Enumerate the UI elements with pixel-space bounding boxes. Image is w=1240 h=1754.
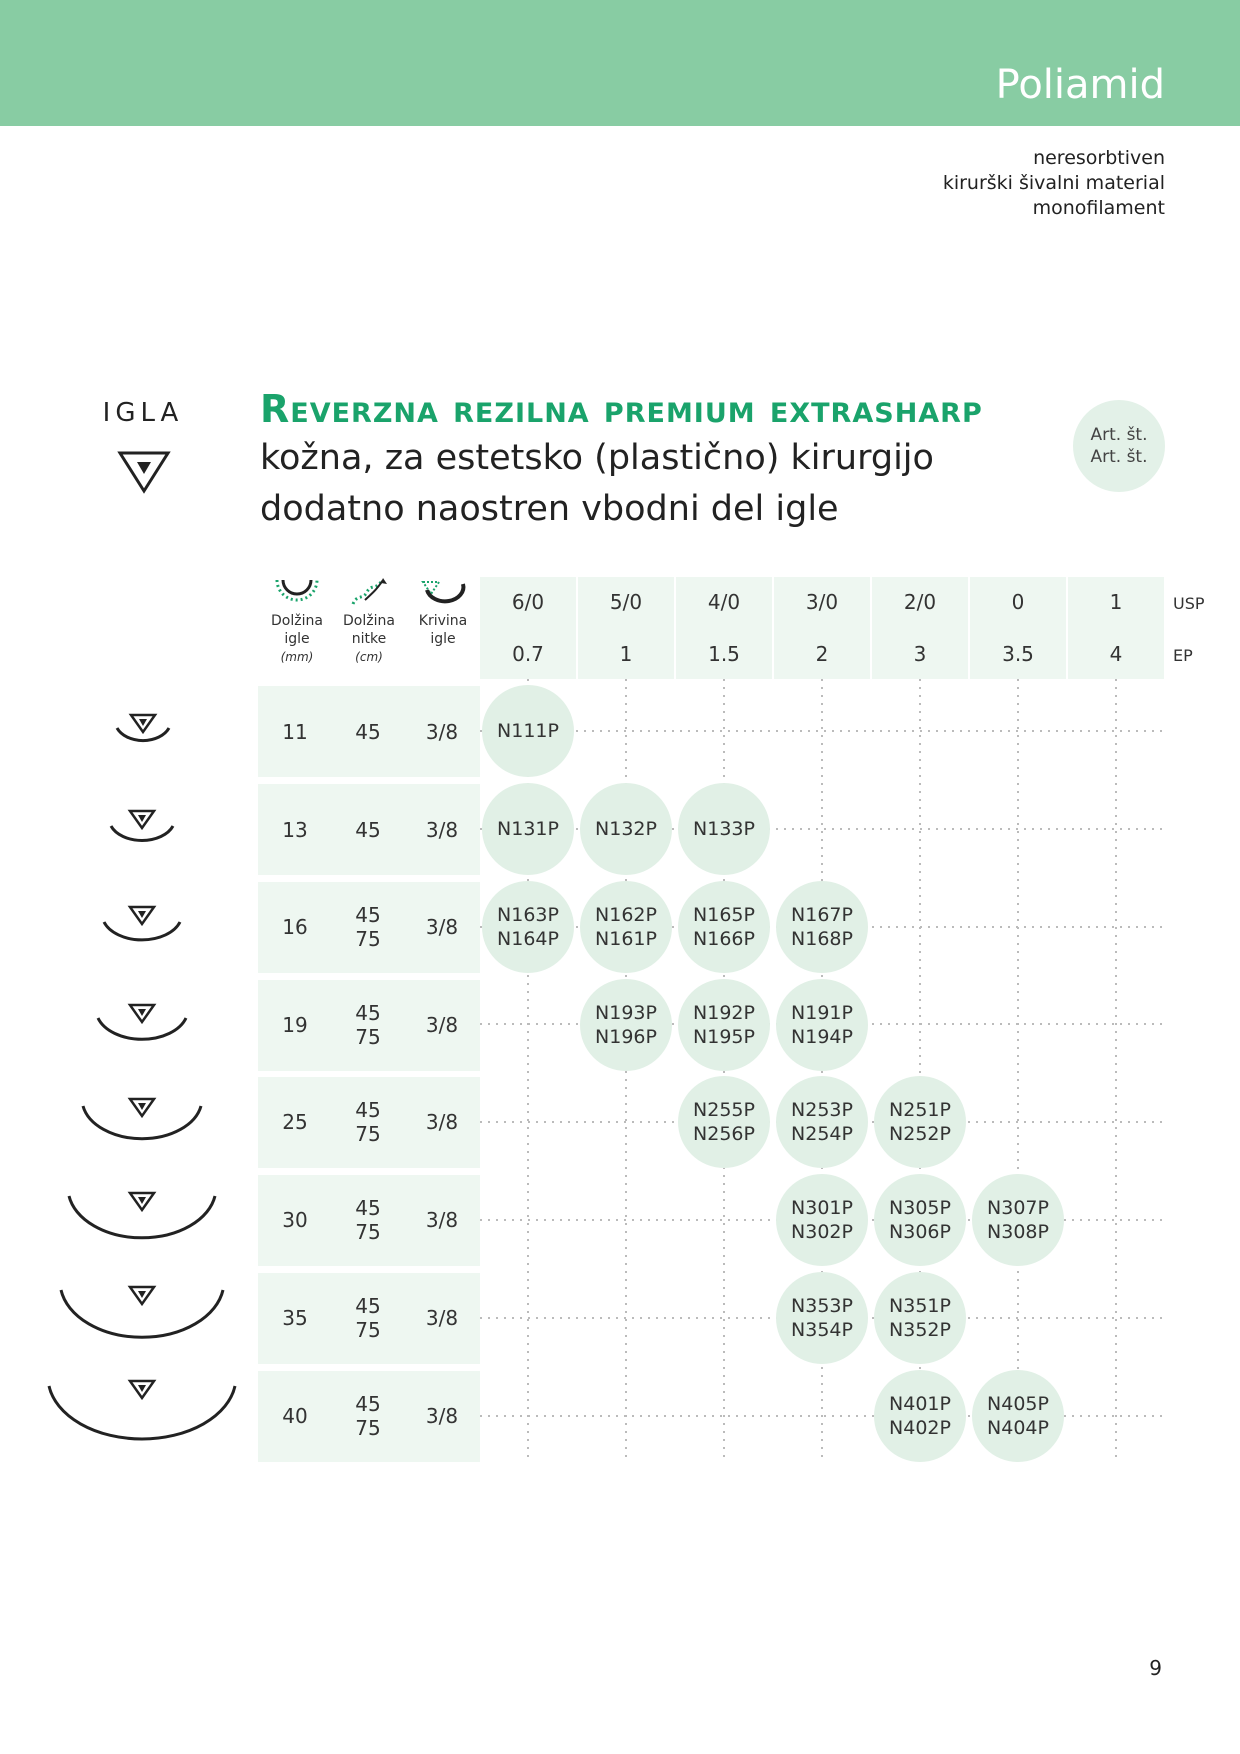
column-header-unit: (mm) [280,650,314,664]
article-code-value: N404P [987,1417,1049,1439]
article-code-value: N191P [791,1002,853,1024]
article-code-value: N164P [497,928,559,950]
description-line: neresorbtiven [1033,147,1165,169]
usp-size: 1 [1109,590,1123,614]
article-code [874,1272,966,1364]
thread-length-value: 45 [355,720,381,744]
article-code-value: N301P [791,1197,853,1219]
article-number-label: Art. št. [1090,447,1148,467]
needle-length: 13 [282,818,308,842]
ep-size: 2 [815,642,829,666]
thread-length [333,818,403,842]
article-code-value: N168P [791,928,853,950]
usp-size: 3/0 [805,590,839,614]
article-code [874,1076,966,1168]
needle-length: 16 [282,915,308,939]
ep-label: EP [1173,646,1193,665]
usp-size: 2/0 [903,590,937,614]
article-code [776,881,868,973]
ep-size: 1.5 [708,642,740,666]
needle-length: 25 [282,1110,308,1134]
page-title: Poliamid [995,62,1165,108]
needle-label: IGLA [102,398,184,428]
needle-length: 30 [282,1208,308,1232]
article-code [678,881,770,973]
article-code-value: N166P [693,928,755,950]
article-code-value: N165P [693,904,755,926]
column-header-label: Krivina [418,613,468,629]
article-code [580,881,672,973]
needle-curvature: 3/8 [425,818,459,842]
thread-length-value: 45 [355,818,381,842]
thread-length-value: 75 [355,1318,381,1342]
column-header-label: Dolžina [271,613,323,629]
ep-size: 0.7 [512,642,544,666]
article-number-label: Art. št. [1090,425,1148,445]
needle-curve-icon [101,904,183,950]
ep-size: 3.5 [1002,642,1034,666]
article-code-value: N161P [595,928,657,950]
article-code [776,979,868,1071]
article-code-value: N132P [595,818,657,840]
article-code-value: N353P [791,1295,853,1317]
thread-length [333,903,403,951]
article-code-value: N306P [889,1221,951,1243]
thread-length-value: 75 [355,1220,381,1244]
article-code-value: N255P [693,1099,755,1121]
article-code [482,783,574,875]
needle-curvature: 3/8 [425,1208,459,1232]
article-code-value: N167P [791,904,853,926]
needle-length: 40 [282,1404,308,1428]
article-code-value: N254P [791,1123,853,1145]
thread-length-value: 45 [355,1196,381,1220]
article-code-value: N131P [497,818,559,840]
thread-length [333,1294,403,1342]
column-header-label: Dolžina [343,613,395,629]
thread-length-value: 45 [355,1392,381,1416]
needle-curvature: 3/8 [425,1306,459,1330]
needle-curvature: 3/8 [425,1404,459,1428]
needle-curvature: 3/8 [425,1110,459,1134]
article-code [678,1076,770,1168]
article-code [972,1174,1064,1266]
thread-length [333,1098,403,1146]
page-number: 9 [1149,1656,1162,1680]
column-header-label: igle [284,631,310,647]
needle-length: 19 [282,1013,308,1037]
needle-curve-icon [114,712,172,748]
ep-size: 1 [619,642,633,666]
thread-length [333,1196,403,1244]
article-code-value: N133P [693,818,755,840]
ep-size: 4 [1109,642,1123,666]
needle-curve-icon [108,808,176,850]
article-code-value: N256P [693,1123,755,1145]
usp-size: 4/0 [707,590,741,614]
article-code-value: N402P [889,1417,951,1439]
article-code [874,1174,966,1266]
article-code [580,783,672,875]
article-code-value: N308P [987,1221,1049,1243]
article-code-value: N192P [693,1002,755,1024]
article-code [776,1174,868,1266]
article-code [580,979,672,1071]
usp-size: 0 [1011,590,1025,614]
ep-size: 3 [913,642,927,666]
thread-length-value: 45 [355,1098,381,1122]
article-code-value: N305P [889,1197,951,1219]
needle-curvature: 3/8 [425,915,459,939]
article-code [482,685,574,777]
article-code-value: N251P [889,1099,951,1121]
article-code [482,881,574,973]
column-header-unit: (cm) [355,650,383,664]
article-code-value: N252P [889,1123,951,1145]
needle-type-heading: Reverzna rezilna premium extrasharp [260,387,983,431]
article-code-value: N302P [791,1221,853,1243]
needle-length: 11 [282,720,308,744]
description-line: kirurški šivalni material [942,172,1165,194]
thread-length-value: 75 [355,1122,381,1146]
article-code-value: N194P [791,1026,853,1048]
thread-length-value: 75 [355,1416,381,1440]
needle-feature-line: dodatno naostren vbodni del igle [260,489,839,529]
article-code-value: N401P [889,1393,951,1415]
thread-length-value: 45 [355,1001,381,1025]
needle-curvature: 3/8 [425,720,459,744]
usp-size: 5/0 [609,590,643,614]
article-code-value: N354P [791,1319,853,1341]
article-code-value: N405P [987,1393,1049,1415]
article-code-value: N307P [987,1197,1049,1219]
needle-curve-icon [95,1002,189,1052]
article-code [776,1076,868,1168]
article-code [972,1370,1064,1462]
article-code-value: N162P [595,904,657,926]
article-code-value: N111P [497,720,559,742]
needle-curvature: 3/8 [425,1013,459,1037]
usp-size: 6/0 [511,590,545,614]
needle-curve-icon [66,1190,218,1256]
needle-use-line: kožna, za estetsko (plastično) kirurgijo [260,438,934,478]
article-code-value: N193P [595,1002,657,1024]
article-code [874,1370,966,1462]
needle-curve-icon [80,1096,204,1152]
description-line: monofilament [1032,197,1165,219]
article-code-value: N351P [889,1295,951,1317]
article-code [678,783,770,875]
needle-curve-icon [46,1378,238,1456]
thread-length-value: 45 [355,903,381,927]
article-code-value: N253P [791,1099,853,1121]
article-code-value: N352P [889,1319,951,1341]
usp-label: USP [1173,594,1205,613]
article-code [678,979,770,1071]
article-code-value: N195P [693,1026,755,1048]
thread-length-value: 45 [355,1294,381,1318]
thread-length [333,1001,403,1049]
column-header-label: nitke [351,631,387,647]
thread-length-value: 75 [355,1025,381,1049]
article-code-value: N163P [497,904,559,926]
thread-length-value: 75 [355,927,381,951]
article-code-value: N196P [595,1026,657,1048]
column-header-label: igle [430,631,456,647]
thread-length [333,1392,403,1440]
needle-length: 35 [282,1306,308,1330]
article-code [776,1272,868,1364]
needle-curve-icon [58,1284,226,1356]
thread-length [333,720,403,744]
